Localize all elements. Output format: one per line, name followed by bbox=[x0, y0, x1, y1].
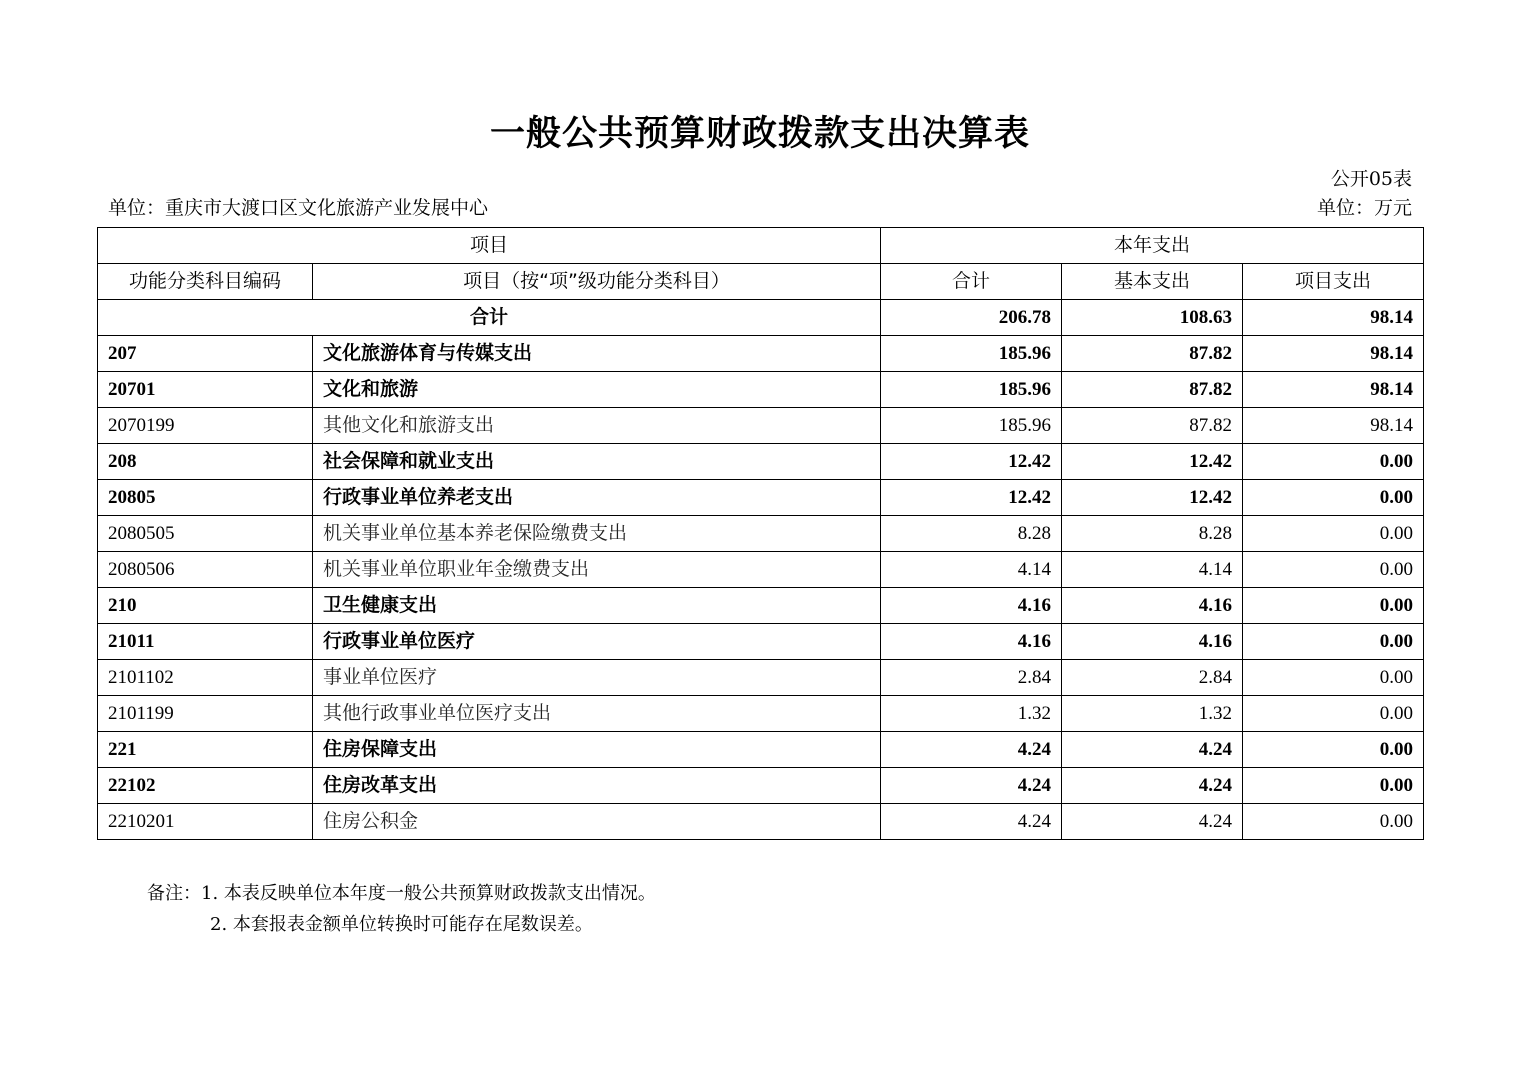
total-cell: 4.16 bbox=[881, 624, 1062, 660]
total-cell: 4.24 bbox=[881, 804, 1062, 840]
header-item-name: 项目（按“项”级功能分类科目） bbox=[313, 264, 881, 300]
project-cell: 98.14 bbox=[1243, 372, 1424, 408]
header-project: 项目支出 bbox=[1243, 264, 1424, 300]
basic-cell: 8.28 bbox=[1062, 516, 1243, 552]
table-row bbox=[98, 516, 1424, 552]
name-cell: 文化旅游体育与传媒支出 bbox=[313, 336, 881, 372]
name-cell: 其他文化和旅游支出 bbox=[313, 408, 881, 444]
basic-cell: 4.16 bbox=[1062, 588, 1243, 624]
note-line-1: 备注：1. 本表反映单位本年度一般公共预算财政拨款支出情况。 bbox=[147, 883, 656, 904]
total-cell: 12.42 bbox=[881, 480, 1062, 516]
code-cell: 20701 bbox=[98, 372, 313, 408]
basic-cell: 87.82 bbox=[1062, 336, 1243, 372]
name-cell: 机关事业单位基本养老保险缴费支出 bbox=[313, 516, 881, 552]
basic-cell: 12.42 bbox=[1062, 444, 1243, 480]
project-cell: 0.00 bbox=[1243, 480, 1424, 516]
name-cell: 住房公积金 bbox=[313, 804, 881, 840]
code-cell: 2080505 bbox=[98, 516, 313, 552]
header-code: 功能分类科目编码 bbox=[98, 264, 313, 300]
budget-table bbox=[97, 227, 1424, 840]
table-row bbox=[98, 408, 1424, 444]
basic-cell: 4.14 bbox=[1062, 552, 1243, 588]
basic-cell: 4.16 bbox=[1062, 624, 1243, 660]
total-basic: 108.63 bbox=[1062, 300, 1243, 336]
table-row bbox=[98, 624, 1424, 660]
name-cell: 机关事业单位职业年金缴费支出 bbox=[313, 552, 881, 588]
code-cell: 210 bbox=[98, 588, 313, 624]
name-cell: 卫生健康支出 bbox=[313, 588, 881, 624]
total-cell: 2.84 bbox=[881, 660, 1062, 696]
code-cell: 221 bbox=[98, 732, 313, 768]
table-row bbox=[98, 444, 1424, 480]
code-cell: 2210201 bbox=[98, 804, 313, 840]
project-cell: 98.14 bbox=[1243, 336, 1424, 372]
total-cell: 4.16 bbox=[881, 588, 1062, 624]
code-cell: 2101199 bbox=[98, 696, 313, 732]
total-cell: 185.96 bbox=[881, 408, 1062, 444]
code-cell: 2101102 bbox=[98, 660, 313, 696]
header-current-year: 本年支出 bbox=[881, 228, 1424, 264]
table-row bbox=[98, 804, 1424, 840]
code-cell: 208 bbox=[98, 444, 313, 480]
basic-cell: 4.24 bbox=[1062, 768, 1243, 804]
project-cell: 0.00 bbox=[1243, 624, 1424, 660]
name-cell: 行政事业单位养老支出 bbox=[313, 480, 881, 516]
basic-cell: 87.82 bbox=[1062, 408, 1243, 444]
header-row-1 bbox=[98, 228, 1424, 264]
table-row bbox=[98, 372, 1424, 408]
total-cell: 185.96 bbox=[881, 336, 1062, 372]
name-cell: 行政事业单位医疗 bbox=[313, 624, 881, 660]
code-cell: 207 bbox=[98, 336, 313, 372]
table-row bbox=[98, 336, 1424, 372]
page-title: 一般公共预算财政拨款支出决算表 bbox=[489, 114, 1030, 154]
name-cell: 事业单位医疗 bbox=[313, 660, 881, 696]
project-cell: 0.00 bbox=[1243, 732, 1424, 768]
header-basic: 基本支出 bbox=[1062, 264, 1243, 300]
code-cell: 20805 bbox=[98, 480, 313, 516]
note-line-2: 2. 本套报表金额单位转换时可能存在尾数误差。 bbox=[210, 914, 593, 935]
name-cell: 文化和旅游 bbox=[313, 372, 881, 408]
table-row bbox=[98, 660, 1424, 696]
basic-cell: 4.24 bbox=[1062, 804, 1243, 840]
table-row bbox=[98, 480, 1424, 516]
basic-cell: 2.84 bbox=[1062, 660, 1243, 696]
table-number: 公开05表 bbox=[1330, 168, 1412, 190]
table-row bbox=[98, 696, 1424, 732]
project-cell: 0.00 bbox=[1243, 552, 1424, 588]
basic-cell: 12.42 bbox=[1062, 480, 1243, 516]
project-cell: 0.00 bbox=[1243, 768, 1424, 804]
total-cell: 8.28 bbox=[881, 516, 1062, 552]
project-cell: 0.00 bbox=[1243, 660, 1424, 696]
code-cell: 2080506 bbox=[98, 552, 313, 588]
header-total: 合计 bbox=[881, 264, 1062, 300]
total-cell: 4.24 bbox=[881, 768, 1062, 804]
organization-unit: 单位：重庆市大渡口区文化旅游产业发展中心 bbox=[108, 197, 489, 219]
project-cell: 0.00 bbox=[1243, 696, 1424, 732]
name-cell: 其他行政事业单位医疗支出 bbox=[313, 696, 881, 732]
table-row bbox=[98, 768, 1424, 804]
basic-cell: 4.24 bbox=[1062, 732, 1243, 768]
notes bbox=[147, 878, 656, 940]
total-project: 98.14 bbox=[1243, 300, 1424, 336]
total-cell: 4.24 bbox=[881, 732, 1062, 768]
money-unit: 单位：万元 bbox=[1316, 197, 1412, 219]
table-row bbox=[98, 732, 1424, 768]
basic-cell: 87.82 bbox=[1062, 372, 1243, 408]
project-cell: 98.14 bbox=[1243, 408, 1424, 444]
table-row bbox=[98, 552, 1424, 588]
project-cell: 0.00 bbox=[1243, 516, 1424, 552]
total-label: 合计 bbox=[98, 300, 881, 336]
total-cell: 185.96 bbox=[881, 372, 1062, 408]
code-cell: 21011 bbox=[98, 624, 313, 660]
header-row-2 bbox=[98, 264, 1424, 300]
total-cell: 4.14 bbox=[881, 552, 1062, 588]
table-row bbox=[98, 588, 1424, 624]
name-cell: 住房改革支出 bbox=[313, 768, 881, 804]
code-cell: 22102 bbox=[98, 768, 313, 804]
total-row bbox=[98, 300, 1424, 336]
name-cell: 住房保障支出 bbox=[313, 732, 881, 768]
project-cell: 0.00 bbox=[1243, 444, 1424, 480]
basic-cell: 1.32 bbox=[1062, 696, 1243, 732]
header-item: 项目 bbox=[98, 228, 881, 264]
total-cell: 1.32 bbox=[881, 696, 1062, 732]
code-cell: 2070199 bbox=[98, 408, 313, 444]
name-cell: 社会保障和就业支出 bbox=[313, 444, 881, 480]
project-cell: 0.00 bbox=[1243, 588, 1424, 624]
project-cell: 0.00 bbox=[1243, 804, 1424, 840]
total-amount: 206.78 bbox=[881, 300, 1062, 336]
total-cell: 12.42 bbox=[881, 444, 1062, 480]
